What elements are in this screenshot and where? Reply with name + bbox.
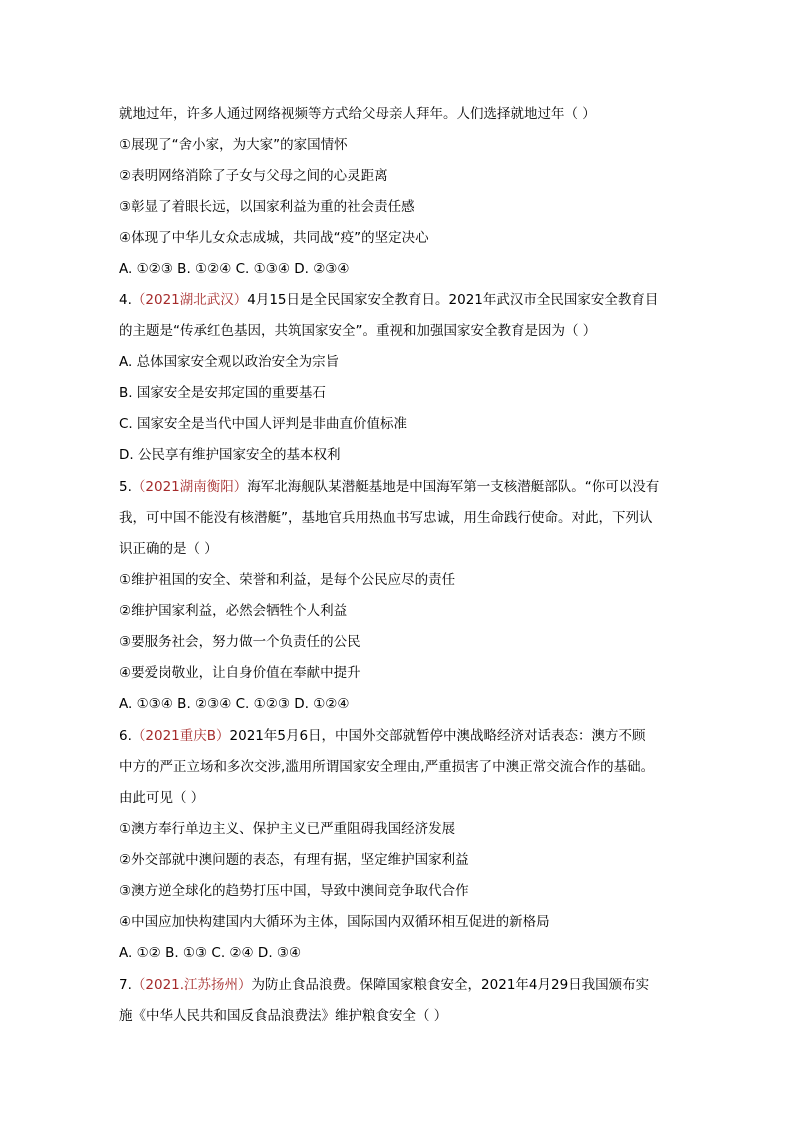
- question-6-stem-text-1: 2021年5月6日，中国外交部就暂停中澳战略经济对话表态：澳方不顾: [229, 728, 646, 744]
- question-7-stem-line-1: [119, 976, 699, 994]
- question-6-option-3: ③澳方逆全球化的趋势打压中国，导致中澳间竞争取代合作: [119, 883, 469, 899]
- question-7-stem-text-1: 为防止食品浪费。保障国家粮食安全，2021年4月29日我国颁布实: [251, 977, 650, 993]
- question-4-stem-line-2: 的主题是“传承红色基因，共筑国家安全”。重视和加强国家安全教育是因为（ ）: [119, 323, 597, 339]
- question-3-choices: A. ①②③ B. ①②④ C. ①③④ D. ②③④: [119, 261, 350, 277]
- question-5-option-3: ③要服务社会，努力做一个负责任的公民: [119, 634, 361, 650]
- question-4-stem-line-1: [119, 291, 699, 309]
- question-3-option-4: ④体现了中华儿女众志成城，共同战“疫”的坚定决心: [119, 230, 429, 246]
- question-4-choice-c: C. 国家安全是当代中国人评判是非曲直价值标准: [119, 416, 408, 432]
- question-3-option-2: ②表明网络消除了子女与父母之间的心灵距离: [119, 168, 388, 184]
- question-5-option-4: ④要爱岗敬业，让自身价值在奉献中提升: [119, 665, 361, 681]
- question-6-source: （2021重庆B）: [131, 728, 230, 744]
- question-5-option-1: ①维护祖国的安全、荣誉和利益，是每个公民应尽的责任: [119, 572, 456, 588]
- question-3-stem-tail: 就地过年，许多人通过网络视频等方式给父母亲人拜年。人们选择就地过年（ ）: [119, 106, 596, 122]
- question-3-option-1: ①展现了“舍小家，为大家”的家国情怀: [119, 137, 348, 153]
- question-5-stem-line-2: 我，可中国不能没有核潜艇”，基地官兵用热血书写忠诚，用生命践行使命。对此，下列认: [119, 510, 653, 526]
- question-4-number: 4.: [119, 292, 132, 308]
- question-4-choice-a: A. 总体国家安全观以政治安全为宗旨: [119, 354, 340, 370]
- question-3-option-3: ③彰显了着眼长远，以国家利益为重的社会责任感: [119, 199, 415, 215]
- question-6-option-2: ②外交部就中澳问题的表态，有理有据，坚定维护国家利益: [119, 852, 469, 868]
- question-5-number: 5.: [119, 479, 132, 495]
- question-7-source: （2021.江苏扬州）: [131, 977, 252, 993]
- question-4-choice-d: D. 公民享有维护国家安全的基本权利: [119, 447, 341, 463]
- question-5-stem-line-1: [119, 478, 699, 496]
- question-5-source: （2021湖南衡阳）: [131, 479, 248, 495]
- question-5-stem-text-1: 海军北海舰队某潜艇基地是中国海军第一支核潜艇部队。“你可以没有: [247, 479, 660, 495]
- question-6-stem-line-1: [119, 727, 699, 745]
- question-6-stem-line-3: 由此可见（ ）: [119, 790, 205, 806]
- question-6-option-4: ④中国应加快构建国内大循环为主体，国际国内双循环相互促进的新格局: [119, 914, 550, 930]
- question-5-choices: A. ①③④ B. ②③④ C. ①②③ D. ①②④: [119, 696, 350, 712]
- question-4-stem-text-1: 4月15日是全民国家安全教育日。2021年武汉市全民国家安全教育目: [247, 292, 659, 308]
- question-4-choice-b: B. 国家安全是安邦定国的重要基石: [119, 385, 326, 401]
- question-6-option-1: ①澳方奉行单边主义、保护主义已严重阻碍我国经济发展: [119, 821, 456, 837]
- question-4-source: （2021湖北武汉）: [131, 292, 248, 308]
- question-5-option-2: ②维护国家利益，必然会牺牲个人利益: [119, 603, 348, 619]
- question-6-choices: A. ①② B. ①③ C. ②④ D. ③④: [119, 945, 302, 961]
- question-7-number: 7.: [119, 977, 132, 993]
- question-7-stem-line-2: 施《中华人民共和国反食品浪费法》维护粮食安全（ ）: [119, 1008, 448, 1024]
- question-6-stem-line-2: 中方的严正立场和多次交涉,滥用所谓国家安全理由,严重损害了中澳正常交流合作的基础。: [119, 759, 655, 775]
- question-6-number: 6.: [119, 728, 132, 744]
- question-5-stem-line-3: 识正确的是（ ）: [119, 541, 218, 557]
